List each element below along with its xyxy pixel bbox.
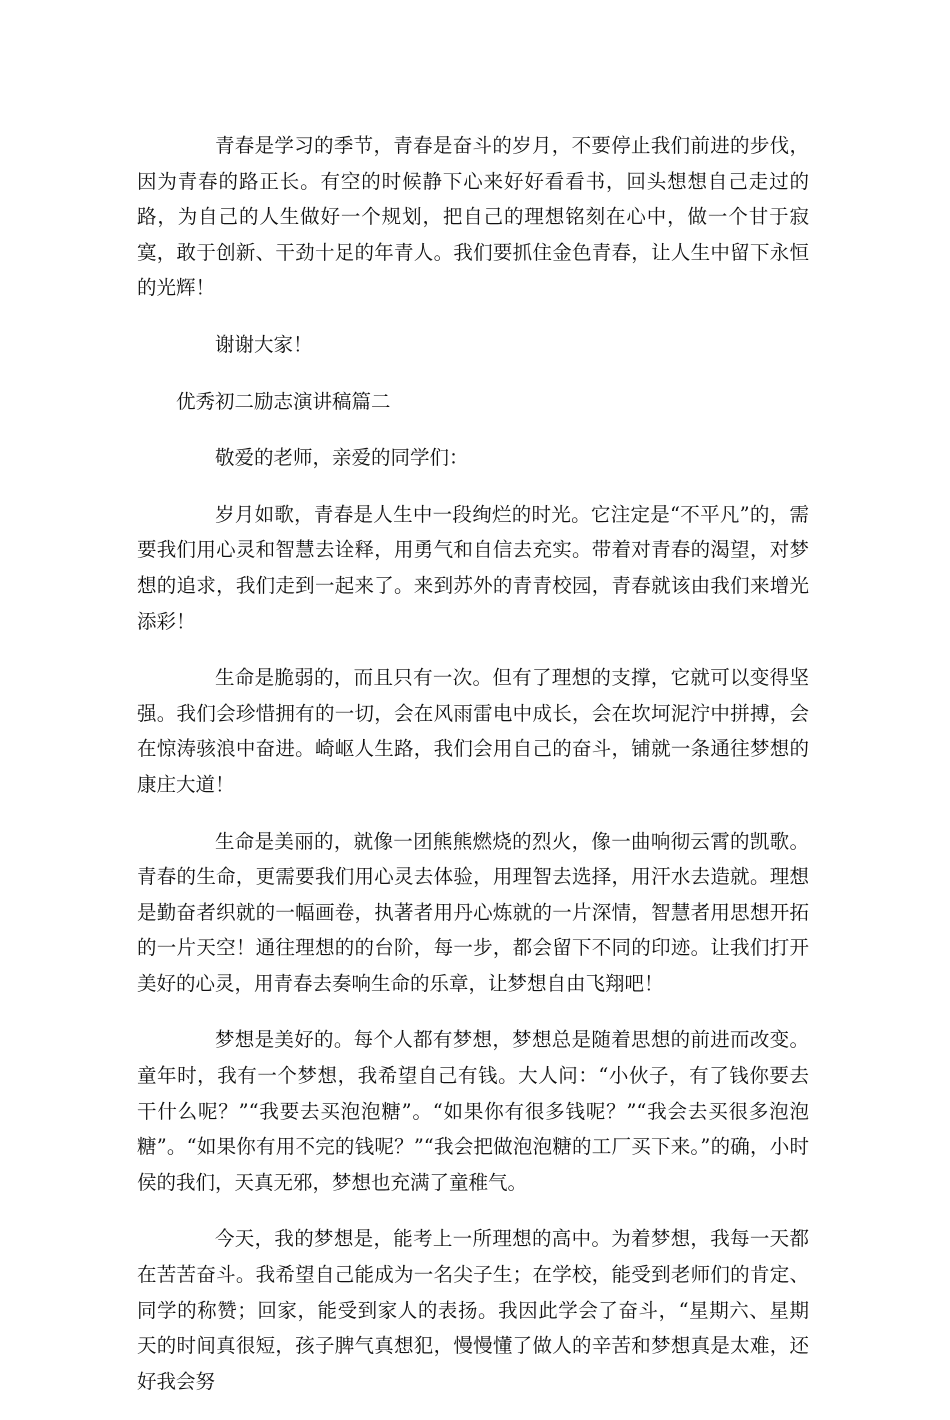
paragraph-youth-closing: 青春是学习的季节，青春是奋斗的岁月，不要停止我们前进的步伐，因为青春的路正长。有空的时候静下心来好好看看书，回头想想自己走过的路，为自己的人生做好一个规划，把自己的理想铭刻在心中，做一个甘于寂寞，敢于创新、干劲十足的年青人。我们要抓住金色青春，让人生中留下永恒的光辉！	[137, 134, 809, 300]
salutation: 敬爱的老师，亲爱的同学们：	[215, 446, 469, 470]
paragraph-life-beautiful: 生命是美丽的，就像一团熊熊燃烧的烈火，像一曲响彻云霄的凯歌。青春的生命，更需要我们用心灵去体验，用理智去选择，用汗水去造就。理想是勤奋者织就的一幅画卷，执著者用丹心炼就的一片深情，智慧者用思想开拓的一片天空！通往理想的的台阶，每一步，都会留下不同的印迹。让我们打开美好的心灵，用青春去奏响生命的乐章，让梦想自由飞翔吧！	[137, 829, 809, 995]
paragraph-life-fragile: 生命是脆弱的，而且只有一次。但有了理想的支撑，它就可以变得坚强。我们会珍惜拥有的一切，会在风雨雷电中成长，会在坎坷泥泞中拼搏，会在惊涛骇浪中奋进。崎岖人生路，我们会用自己的奋斗，铺就一条通往梦想的康庄大道！	[137, 666, 809, 796]
section-heading: 优秀初二励志演讲稿篇二	[176, 389, 391, 413]
paragraph-years-like-song: 岁月如歌，青春是人生中一段绚烂的时光。它注定是“不平凡”的，需要我们用心灵和智慧去诠释，用勇气和自信去充实。带着对青春的渴望，对梦想的追求，我们走到一起来了。来到苏外的青青校园，青春就该由我们来增光添彩！	[137, 502, 809, 633]
paragraph-today-dream: 今天，我的梦想是，能考上一所理想的高中。为着梦想，我每一天都在苦苦奋斗。我希望自己能成为一名尖子生；在学校，能受到老师们的肯定、同学的称赞；回家，能受到家人的表扬。我因此学会了奋斗，“星期六、星期天的时间真很短，孩子脾气真想犯，慢慢懂了做人的辛苦和梦想真是太难，还好我会努	[137, 1227, 809, 1393]
document-body	[137, 128, 809, 1420]
paragraph-dream-beautiful: 梦想是美好的。每个人都有梦想，梦想总是随着思想的前进而改变。童年时，我有一个梦想，我希望自己有钱。大人问：“小伙子，有了钱你要去干什么呢？”“我要去买泡泡糖”。“如果你有很多钱呢？”“我会去买很多泡泡糖”。“如果你有用不完的钱呢？”“我会把做泡泡糖的工厂买下来。”的确，小时侯的我们，天真无邪，梦想也充满了童稚气。	[137, 1028, 809, 1194]
paragraph-thanks: 谢谢大家！	[215, 332, 313, 356]
